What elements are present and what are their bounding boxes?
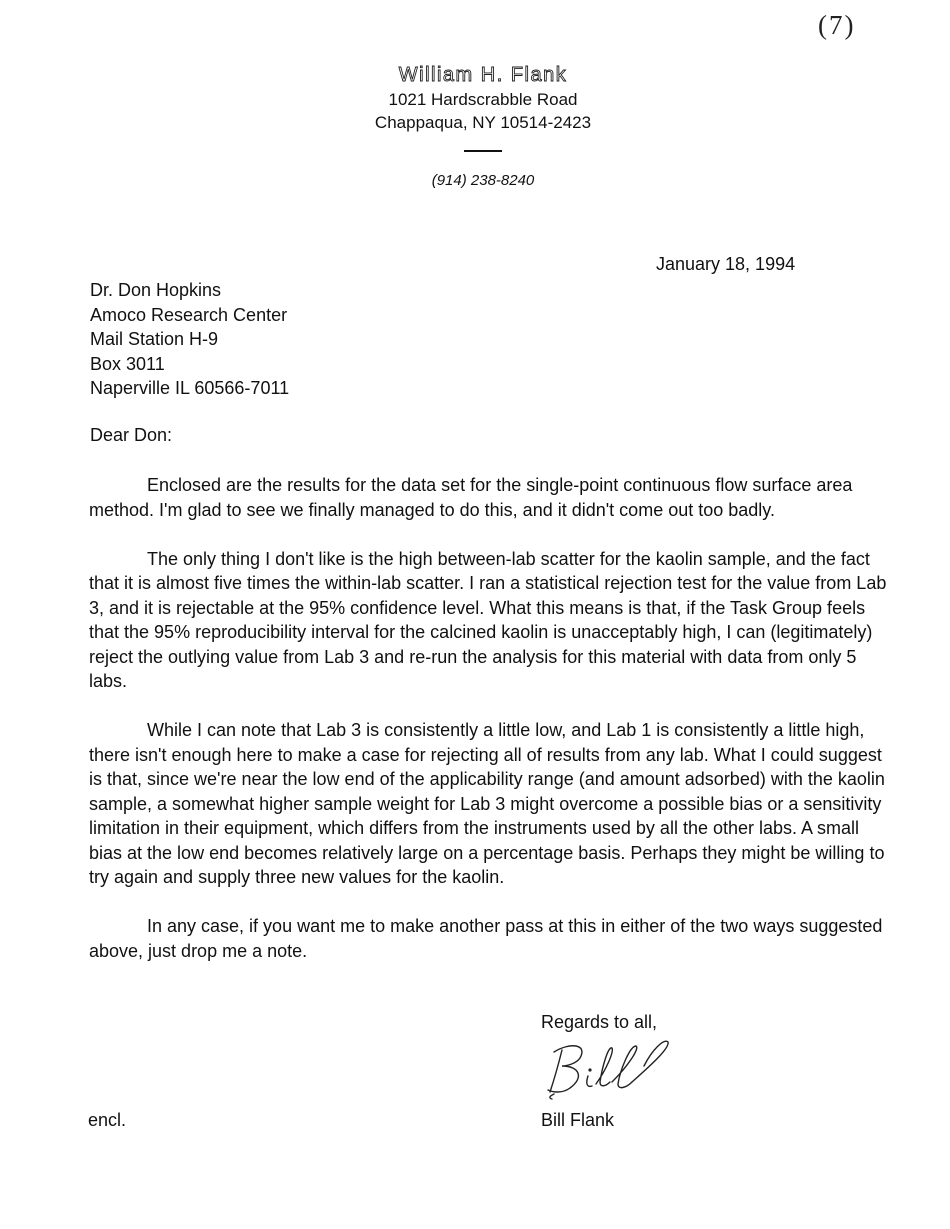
recipient-station: Mail Station H-9 (90, 329, 219, 349)
letter-body (89, 473, 889, 988)
letterhead-name: William H. Flank (398, 64, 568, 86)
recipient-org: Amoco Research Center (90, 304, 288, 325)
recipient-name: Dr. Don Hopkins (90, 280, 222, 300)
signer-name: Bill Flank (541, 1110, 615, 1130)
letterhead-divider (464, 150, 502, 152)
handwritten-signature (540, 1032, 680, 1102)
letterhead (0, 62, 950, 191)
letterhead-city: Chappaqua, NY 10514-2423 (374, 113, 592, 132)
paragraph-1: Enclosed are the results for the data set for the single-point continuous flow surface area method. I'm glad to see we finally managed to do this, and it didn't come out too badly. (89, 475, 853, 520)
letter-date: January 18, 1994 (656, 254, 796, 274)
letterhead-street: 1021 Hardscrabble Road (388, 90, 578, 109)
closing: Regards to all, (541, 1012, 658, 1032)
recipient-address (90, 278, 289, 401)
enclosure-note: encl. (88, 1110, 127, 1130)
recipient-box: Box 3011 (90, 353, 165, 374)
paragraph-2: The only thing I don't like is the high between-lab scatter for the kaolin sample, and the fact that it is almost five times the within-lab scatter. I ran a statistical rejection test for the value from Lab 3, and it is rejectable at the 95% confidence level. What this means is that, if the Task Group feels that the 95% reproducibility interval for the calcined kaolin is unacceptably high, I can (legitimately) reject the outlying value from Lab 3 and re-run the analysis for this material with data from only 5 labs. (89, 548, 887, 691)
paragraph-3: While I can note that Lab 3 is consistently a little low, and Lab 1 is consistently a little high, there isn't enough here to make a case for rejecting all of results from any lab. What I could suggest is that, since we're near the low end of the applicability range (and amount adsorbed) with the kaolin sample, a somewhat higher sample weight for Lab 3 might overcome a possible bias or a sensitivity limitation in their equipment, which differs from the instruments used by all the other labs. A small bias at the low end becomes relatively large on a percentage basis. Perhaps they might be willing to try again and supply three new values for the kaolin. (89, 720, 885, 887)
paragraph-4: In any case, if you want me to make another pass at this in either of the two ways suggested above, just drop me a note. (89, 916, 883, 961)
page-number-mark: (7) (818, 10, 856, 40)
recipient-city: Naperville IL 60566-7011 (90, 378, 290, 398)
letterhead-phone: (914) 238-8240 (431, 172, 535, 189)
salutation: Dear Don: (90, 425, 173, 445)
